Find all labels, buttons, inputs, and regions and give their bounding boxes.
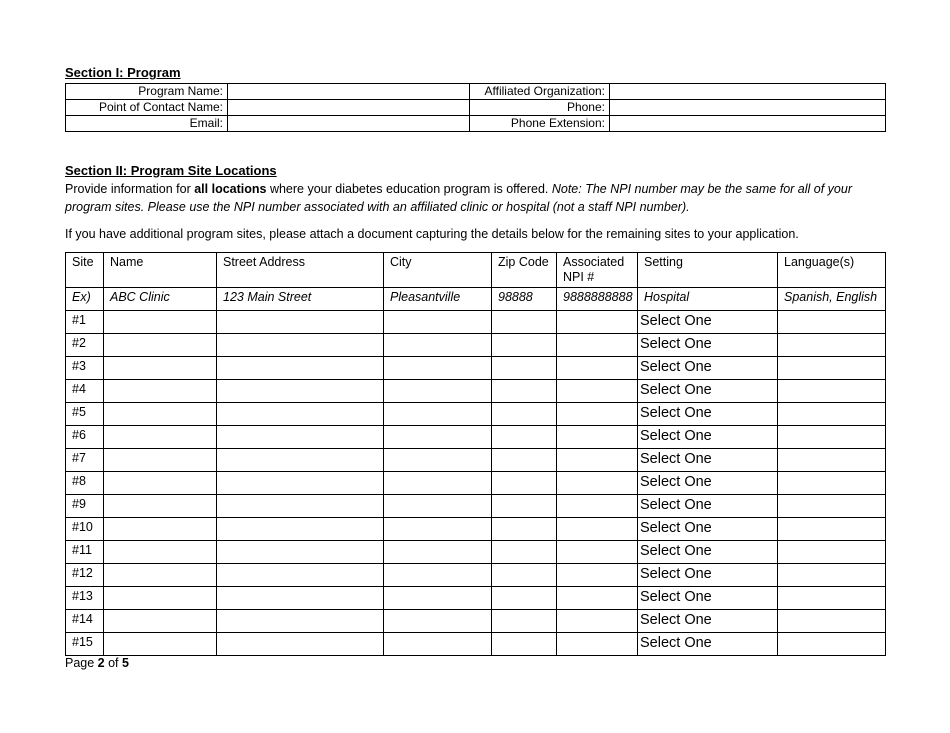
site-input-cell[interactable] xyxy=(104,311,217,334)
program-info-table xyxy=(65,83,886,132)
site-input-cell[interactable] xyxy=(492,380,557,403)
site-input-cell[interactable] xyxy=(492,518,557,541)
site-number: #10 xyxy=(66,518,104,541)
language-input-cell[interactable] xyxy=(778,472,886,495)
site-input-cell[interactable] xyxy=(557,610,638,633)
site-input-cell[interactable] xyxy=(384,357,492,380)
site-row xyxy=(66,541,886,564)
column-header: Setting xyxy=(638,253,778,288)
language-input-cell[interactable] xyxy=(778,449,886,472)
site-input-cell[interactable] xyxy=(384,518,492,541)
site-number: #7 xyxy=(66,449,104,472)
site-input-cell[interactable] xyxy=(492,403,557,426)
site-input-cell[interactable] xyxy=(104,541,217,564)
section-2-title: Section II: Program Site Locations xyxy=(65,163,277,178)
site-input-cell[interactable] xyxy=(492,426,557,449)
setting-select[interactable]: Select One xyxy=(638,357,778,380)
site-row xyxy=(66,564,886,587)
site-input-cell[interactable] xyxy=(104,426,217,449)
site-number: #14 xyxy=(66,610,104,633)
site-row xyxy=(66,633,886,656)
site-input-cell[interactable] xyxy=(492,495,557,518)
site-input-cell[interactable] xyxy=(217,426,384,449)
intro-prefix: Provide information for xyxy=(65,182,195,196)
site-input-cell[interactable] xyxy=(492,587,557,610)
footer-middle: of xyxy=(104,656,122,670)
site-input-cell[interactable] xyxy=(557,564,638,587)
column-header: Street Address xyxy=(217,253,384,288)
example-cell: Pleasantville xyxy=(384,288,492,311)
site-input-cell[interactable] xyxy=(492,610,557,633)
site-input-cell[interactable] xyxy=(217,518,384,541)
site-input-cell[interactable] xyxy=(217,403,384,426)
site-row xyxy=(66,518,886,541)
current-page: 2 xyxy=(97,656,105,670)
site-number: #8 xyxy=(66,472,104,495)
column-header: Name xyxy=(104,253,217,288)
site-input-cell[interactable] xyxy=(557,541,638,564)
site-number: #12 xyxy=(66,564,104,587)
language-input-cell[interactable] xyxy=(778,403,886,426)
field-input[interactable] xyxy=(610,116,886,132)
site-input-cell[interactable] xyxy=(557,633,638,656)
language-input-cell[interactable] xyxy=(778,380,886,403)
site-input-cell[interactable] xyxy=(104,449,217,472)
site-input-cell[interactable] xyxy=(104,380,217,403)
site-number: #3 xyxy=(66,357,104,380)
site-input-cell[interactable] xyxy=(557,449,638,472)
site-number: #1 xyxy=(66,311,104,334)
site-input-cell[interactable] xyxy=(384,426,492,449)
site-input-cell[interactable] xyxy=(492,449,557,472)
site-input-cell[interactable] xyxy=(217,564,384,587)
example-cell: 9888888888 xyxy=(557,288,638,311)
site-number: #11 xyxy=(66,541,104,564)
site-input-cell[interactable] xyxy=(557,403,638,426)
field-label: Phone: xyxy=(470,100,610,116)
site-input-cell[interactable] xyxy=(217,334,384,357)
site-input-cell[interactable] xyxy=(384,587,492,610)
site-row xyxy=(66,334,886,357)
intro-middle: where your diabetes education program is offered. xyxy=(266,182,552,196)
site-row xyxy=(66,610,886,633)
site-input-cell[interactable] xyxy=(492,541,557,564)
setting-select[interactable]: Select One xyxy=(638,518,778,541)
site-input-cell[interactable] xyxy=(557,587,638,610)
program-info-row xyxy=(66,116,886,132)
npi-note: Note: The NPI number may be the same for all of your program sites. Please use the NPI number associated with an affiliated clinic or hospital (not a staff NPI number). xyxy=(65,182,852,214)
site-number: #2 xyxy=(66,334,104,357)
setting-select[interactable]: Select One xyxy=(638,610,778,633)
setting-select[interactable]: Select One xyxy=(638,380,778,403)
language-input-cell[interactable] xyxy=(778,518,886,541)
site-number: #5 xyxy=(66,403,104,426)
site-input-cell[interactable] xyxy=(104,495,217,518)
language-input-cell[interactable] xyxy=(778,334,886,357)
setting-select[interactable]: Select One xyxy=(638,495,778,518)
program-info-row xyxy=(66,84,886,100)
setting-select[interactable]: Select One xyxy=(638,587,778,610)
intro-bold: all locations xyxy=(194,182,267,196)
example-cell: Ex) xyxy=(66,288,104,311)
site-input-cell[interactable] xyxy=(217,541,384,564)
site-input-cell[interactable] xyxy=(384,403,492,426)
site-input-cell[interactable] xyxy=(104,472,217,495)
site-input-cell[interactable] xyxy=(104,587,217,610)
site-input-cell[interactable] xyxy=(557,472,638,495)
field-label: Phone Extension: xyxy=(470,116,610,132)
site-row xyxy=(66,426,886,449)
program-sites-table xyxy=(65,252,886,656)
site-input-cell[interactable] xyxy=(104,334,217,357)
site-input-cell[interactable] xyxy=(557,495,638,518)
site-row xyxy=(66,472,886,495)
site-input-cell[interactable] xyxy=(492,334,557,357)
field-input[interactable] xyxy=(228,84,470,100)
setting-select[interactable]: Select One xyxy=(638,564,778,587)
setting-select[interactable]: Select One xyxy=(638,541,778,564)
site-input-cell[interactable] xyxy=(104,610,217,633)
site-input-cell[interactable] xyxy=(217,311,384,334)
site-input-cell[interactable] xyxy=(384,495,492,518)
field-label: Point of Contact Name: xyxy=(66,100,228,116)
site-number: #4 xyxy=(66,380,104,403)
site-input-cell[interactable] xyxy=(104,564,217,587)
site-row xyxy=(66,495,886,518)
site-input-cell[interactable] xyxy=(384,311,492,334)
site-number: #13 xyxy=(66,587,104,610)
site-input-cell[interactable] xyxy=(492,311,557,334)
field-input[interactable] xyxy=(228,116,470,132)
site-row xyxy=(66,403,886,426)
site-input-cell[interactable] xyxy=(492,564,557,587)
example-cell: 98888 xyxy=(492,288,557,311)
column-header: Language(s) xyxy=(778,253,886,288)
setting-select[interactable]: Select One xyxy=(638,472,778,495)
site-row xyxy=(66,587,886,610)
site-input-cell[interactable] xyxy=(217,380,384,403)
field-label: Email: xyxy=(66,116,228,132)
language-input-cell[interactable] xyxy=(778,587,886,610)
total-pages: 5 xyxy=(122,656,129,670)
site-input-cell[interactable] xyxy=(217,495,384,518)
example-cell: ABC Clinic xyxy=(104,288,217,311)
site-number: #6 xyxy=(66,426,104,449)
site-input-cell[interactable] xyxy=(384,633,492,656)
language-input-cell[interactable] xyxy=(778,564,886,587)
site-input-cell[interactable] xyxy=(492,472,557,495)
field-input[interactable] xyxy=(610,100,886,116)
language-input-cell[interactable] xyxy=(778,311,886,334)
language-input-cell[interactable] xyxy=(778,541,886,564)
language-input-cell[interactable] xyxy=(778,495,886,518)
page-footer xyxy=(65,656,129,670)
site-input-cell[interactable] xyxy=(217,357,384,380)
example-row xyxy=(66,288,886,311)
site-input-cell[interactable] xyxy=(492,633,557,656)
setting-select[interactable]: Select One xyxy=(638,633,778,656)
section-1-title: Section I: Program xyxy=(65,65,181,80)
attach-note: If you have additional program sites, please attach a document capturing the details below for the remaining sites to your application. xyxy=(65,227,799,241)
site-input-cell[interactable] xyxy=(557,334,638,357)
footer-prefix: Page xyxy=(65,656,98,670)
site-input-cell[interactable] xyxy=(104,633,217,656)
site-input-cell[interactable] xyxy=(104,357,217,380)
field-label: Program Name: xyxy=(66,84,228,100)
example-cell: Hospital xyxy=(638,288,778,311)
setting-select[interactable]: Select One xyxy=(638,334,778,357)
site-number: #9 xyxy=(66,495,104,518)
field-input[interactable] xyxy=(228,100,470,116)
example-cell: 123 Main Street xyxy=(217,288,384,311)
site-number: #15 xyxy=(66,633,104,656)
site-input-cell[interactable] xyxy=(557,518,638,541)
site-input-cell[interactable] xyxy=(492,357,557,380)
example-cell: Spanish, English xyxy=(778,288,886,311)
language-input-cell[interactable] xyxy=(778,357,886,380)
program-info-row xyxy=(66,100,886,116)
field-input[interactable] xyxy=(610,84,886,100)
site-input-cell[interactable] xyxy=(557,380,638,403)
site-input-cell[interactable] xyxy=(384,334,492,357)
site-input-cell[interactable] xyxy=(384,610,492,633)
setting-select[interactable]: Select One xyxy=(638,403,778,426)
setting-select[interactable]: Select One xyxy=(638,426,778,449)
column-header: City xyxy=(384,253,492,288)
language-input-cell[interactable] xyxy=(778,633,886,656)
site-input-cell[interactable] xyxy=(557,311,638,334)
site-row xyxy=(66,357,886,380)
sites-header-row xyxy=(66,253,886,288)
site-row xyxy=(66,311,886,334)
column-header: Associated NPI # xyxy=(557,253,638,288)
column-header: Site xyxy=(66,253,104,288)
site-input-cell[interactable] xyxy=(384,541,492,564)
language-input-cell[interactable] xyxy=(778,426,886,449)
site-input-cell[interactable] xyxy=(384,564,492,587)
site-input-cell[interactable] xyxy=(217,633,384,656)
site-input-cell[interactable] xyxy=(384,449,492,472)
site-input-cell[interactable] xyxy=(104,403,217,426)
site-input-cell[interactable] xyxy=(384,380,492,403)
setting-select[interactable]: Select One xyxy=(638,311,778,334)
site-instructions xyxy=(65,180,885,216)
site-input-cell[interactable] xyxy=(384,472,492,495)
site-input-cell[interactable] xyxy=(217,449,384,472)
site-input-cell[interactable] xyxy=(557,426,638,449)
column-header: Zip Code xyxy=(492,253,557,288)
site-input-cell[interactable] xyxy=(104,518,217,541)
site-input-cell[interactable] xyxy=(217,472,384,495)
site-input-cell[interactable] xyxy=(557,357,638,380)
site-row xyxy=(66,449,886,472)
site-row xyxy=(66,380,886,403)
language-input-cell[interactable] xyxy=(778,610,886,633)
site-input-cell[interactable] xyxy=(217,610,384,633)
setting-select[interactable]: Select One xyxy=(638,449,778,472)
site-input-cell[interactable] xyxy=(217,587,384,610)
field-label: Affiliated Organization: xyxy=(470,84,610,100)
